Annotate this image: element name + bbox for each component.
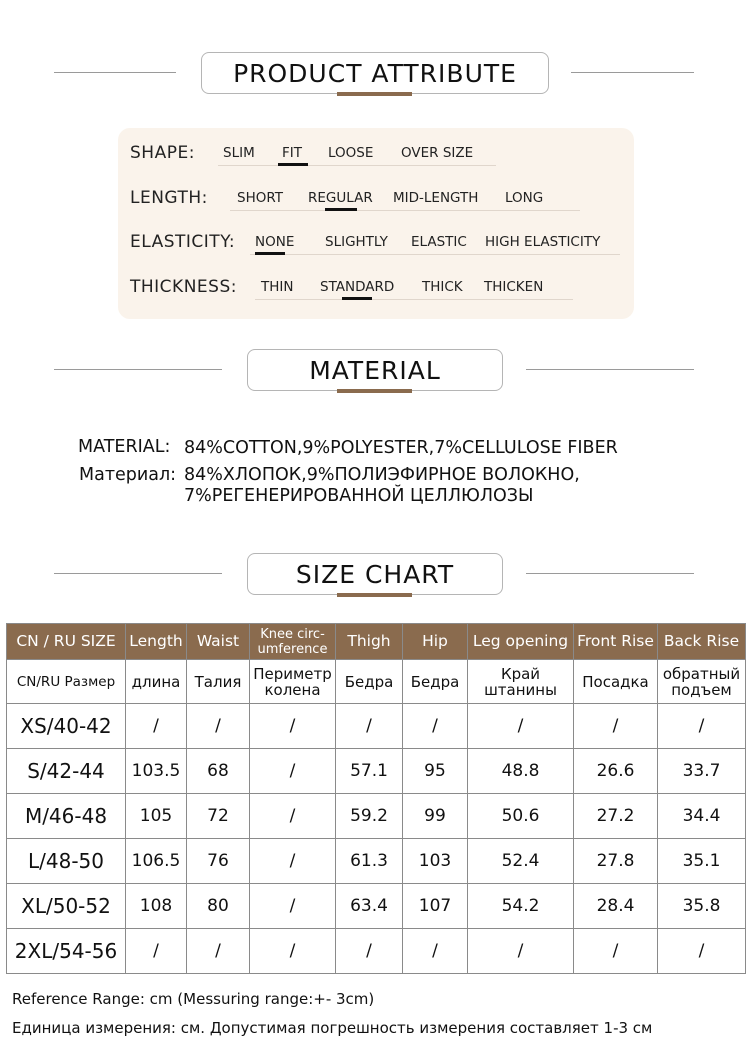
subheader-cell: Талия <box>187 660 250 704</box>
header-line: umference <box>257 641 328 657</box>
size-cell: XS/40-42 <box>7 704 126 749</box>
header-cell: Leg opening <box>468 624 574 660</box>
divider <box>526 369 694 370</box>
subheader-cell: длина <box>126 660 187 704</box>
underline <box>230 210 580 211</box>
header-cell: Length <box>126 624 187 660</box>
table-cell: 68 <box>187 749 250 794</box>
table-cell: / <box>658 704 746 749</box>
attribute-option: LOOSE <box>328 145 374 161</box>
divider <box>54 72 176 73</box>
subheader-line: обратный <box>662 664 741 683</box>
table-cell: 57.1 <box>336 749 403 794</box>
table-subheader-row <box>7 660 746 704</box>
table-cell: / <box>126 929 187 974</box>
subheader-cell <box>250 660 336 704</box>
material-value-ru-2: 7%РЕГЕНЕРИРОВАННОЙ ЦЕЛЛЮЛОЗЫ <box>184 486 534 506</box>
table-cell: 80 <box>187 884 250 929</box>
table-cell: 48.8 <box>468 749 574 794</box>
attribute-row-shape <box>130 141 630 171</box>
table-cell: / <box>250 749 336 794</box>
selected-marker <box>255 252 285 255</box>
table-cell: 105 <box>126 794 187 839</box>
table-row <box>7 704 746 749</box>
table-cell: / <box>658 929 746 974</box>
table-cell: / <box>126 704 187 749</box>
table-cell: / <box>250 704 336 749</box>
header-cell: Front Rise <box>574 624 658 660</box>
table-cell: / <box>336 704 403 749</box>
attribute-option: LONG <box>505 190 544 206</box>
table-cell: / <box>250 929 336 974</box>
size-cell: S/42-44 <box>7 749 126 794</box>
material-label-en: MATERIAL: <box>78 437 171 457</box>
underline <box>218 165 496 166</box>
size-cell: XL/50-52 <box>7 884 126 929</box>
table-cell: 33.7 <box>658 749 746 794</box>
table-cell: 28.4 <box>574 884 658 929</box>
table-cell: 63.4 <box>336 884 403 929</box>
table-cell: / <box>250 884 336 929</box>
attribute-option: NONE <box>255 234 295 250</box>
size-cell: M/46-48 <box>7 794 126 839</box>
table-cell: 50.6 <box>468 794 574 839</box>
table-cell: 103.5 <box>126 749 187 794</box>
table-row <box>7 929 746 974</box>
table-cell: 54.2 <box>468 884 574 929</box>
underline <box>255 299 573 300</box>
subheader-cell: Бедра <box>403 660 468 704</box>
selected-marker <box>342 297 372 300</box>
table-cell: 27.2 <box>574 794 658 839</box>
attribute-row-thickness <box>130 275 630 305</box>
attribute-panel <box>118 128 634 319</box>
attribute-option: SLIM <box>223 145 255 161</box>
attribute-row-length <box>130 186 630 216</box>
attribute-option: THICKEN <box>484 279 544 295</box>
table-cell: / <box>468 929 574 974</box>
header-cell: Waist <box>187 624 250 660</box>
title-accent <box>337 593 412 597</box>
table-row <box>7 884 746 929</box>
attribute-option: FIT <box>282 145 302 161</box>
table-cell: 52.4 <box>468 839 574 884</box>
attribute-option: REGULAR <box>308 190 373 206</box>
section-title: SIZE CHART <box>247 553 503 595</box>
table-cell: / <box>403 704 468 749</box>
subheader-line: подъем <box>671 680 732 699</box>
subheader-line: Край <box>500 664 541 683</box>
subheader-line: колена <box>264 680 321 699</box>
table-cell: 59.2 <box>336 794 403 839</box>
table-cell: / <box>187 704 250 749</box>
table-cell: 34.4 <box>658 794 746 839</box>
header-cell <box>250 624 336 660</box>
divider <box>571 72 694 73</box>
table-cell: / <box>574 704 658 749</box>
attribute-option: THICK <box>422 279 463 295</box>
attribute-option: MID-LENGTH <box>393 190 479 206</box>
size-cell: 2XL/54-56 <box>7 929 126 974</box>
table-cell: 108 <box>126 884 187 929</box>
table-cell: 103 <box>403 839 468 884</box>
selected-marker <box>278 163 308 166</box>
subheader-cell: Бедра <box>336 660 403 704</box>
attribute-row-elasticity <box>130 230 630 260</box>
table-cell: / <box>336 929 403 974</box>
size-table <box>6 623 746 974</box>
section-title: PRODUCT ATTRIBUTE <box>201 52 549 94</box>
subheader-line: Периметр <box>253 664 332 683</box>
reference-note-en: Reference Range: cm (Messuring range:+- 3cm) <box>12 990 375 1008</box>
table-cell: / <box>187 929 250 974</box>
attribute-label: ELASTICITY: <box>130 232 236 252</box>
reference-note-ru: Единица измерения: см. Допустимая погрешность измерения составляет 1-3 см <box>12 1019 653 1037</box>
divider <box>526 573 694 574</box>
attribute-option: ELASTIC <box>411 234 467 250</box>
attribute-option: SLIGHTLY <box>325 234 388 250</box>
table-cell: / <box>250 794 336 839</box>
section-title: MATERIAL <box>247 349 503 391</box>
header-cell: Thigh <box>336 624 403 660</box>
size-cell: L/48-50 <box>7 839 126 884</box>
header-cell: CN / RU SIZE <box>7 624 126 660</box>
attribute-label: THICKNESS: <box>130 277 237 297</box>
header-cell: Hip <box>403 624 468 660</box>
table-cell: 27.8 <box>574 839 658 884</box>
attribute-option: STANDARD <box>320 279 395 295</box>
divider <box>54 573 222 574</box>
table-cell: / <box>250 839 336 884</box>
attribute-option: SHORT <box>237 190 283 206</box>
table-row <box>7 794 746 839</box>
attribute-label: SHAPE: <box>130 143 195 163</box>
table-cell: 107 <box>403 884 468 929</box>
subheader-cell <box>468 660 574 704</box>
table-row <box>7 839 746 884</box>
table-cell: / <box>574 929 658 974</box>
table-cell: 26.6 <box>574 749 658 794</box>
divider <box>54 369 222 370</box>
table-cell: 72 <box>187 794 250 839</box>
title-accent <box>337 92 412 96</box>
underline <box>250 254 620 255</box>
title-accent <box>337 389 412 393</box>
table-cell: 76 <box>187 839 250 884</box>
table-cell: 95 <box>403 749 468 794</box>
table-cell: 35.1 <box>658 839 746 884</box>
table-header-row <box>7 624 746 660</box>
table-cell: 61.3 <box>336 839 403 884</box>
material-value-en: 84%COTTON,9%POLYESTER,7%CELLULOSE FIBER <box>184 438 618 458</box>
header-cell: Back Rise <box>658 624 746 660</box>
subheader-cell: CN/RU Размер <box>7 660 126 704</box>
attribute-option: THIN <box>261 279 294 295</box>
material-label-ru: Материал: <box>79 465 177 485</box>
material-value-ru: 84%ХЛОПОК,9%ПОЛИЭФИРНОЕ ВОЛОКНО, <box>184 465 580 485</box>
subheader-cell: Посадка <box>574 660 658 704</box>
attribute-option: OVER SIZE <box>401 145 474 161</box>
table-cell: 35.8 <box>658 884 746 929</box>
table-row <box>7 749 746 794</box>
table-cell: / <box>468 704 574 749</box>
table-cell: 99 <box>403 794 468 839</box>
subheader-cell <box>658 660 746 704</box>
attribute-label: LENGTH: <box>130 188 208 208</box>
table-cell: 106.5 <box>126 839 187 884</box>
table-cell: / <box>403 929 468 974</box>
selected-marker <box>325 208 357 211</box>
attribute-option: HIGH ELASTICITY <box>485 234 601 250</box>
header-line: Knee circ- <box>260 626 325 642</box>
subheader-line: штанины <box>484 680 557 699</box>
